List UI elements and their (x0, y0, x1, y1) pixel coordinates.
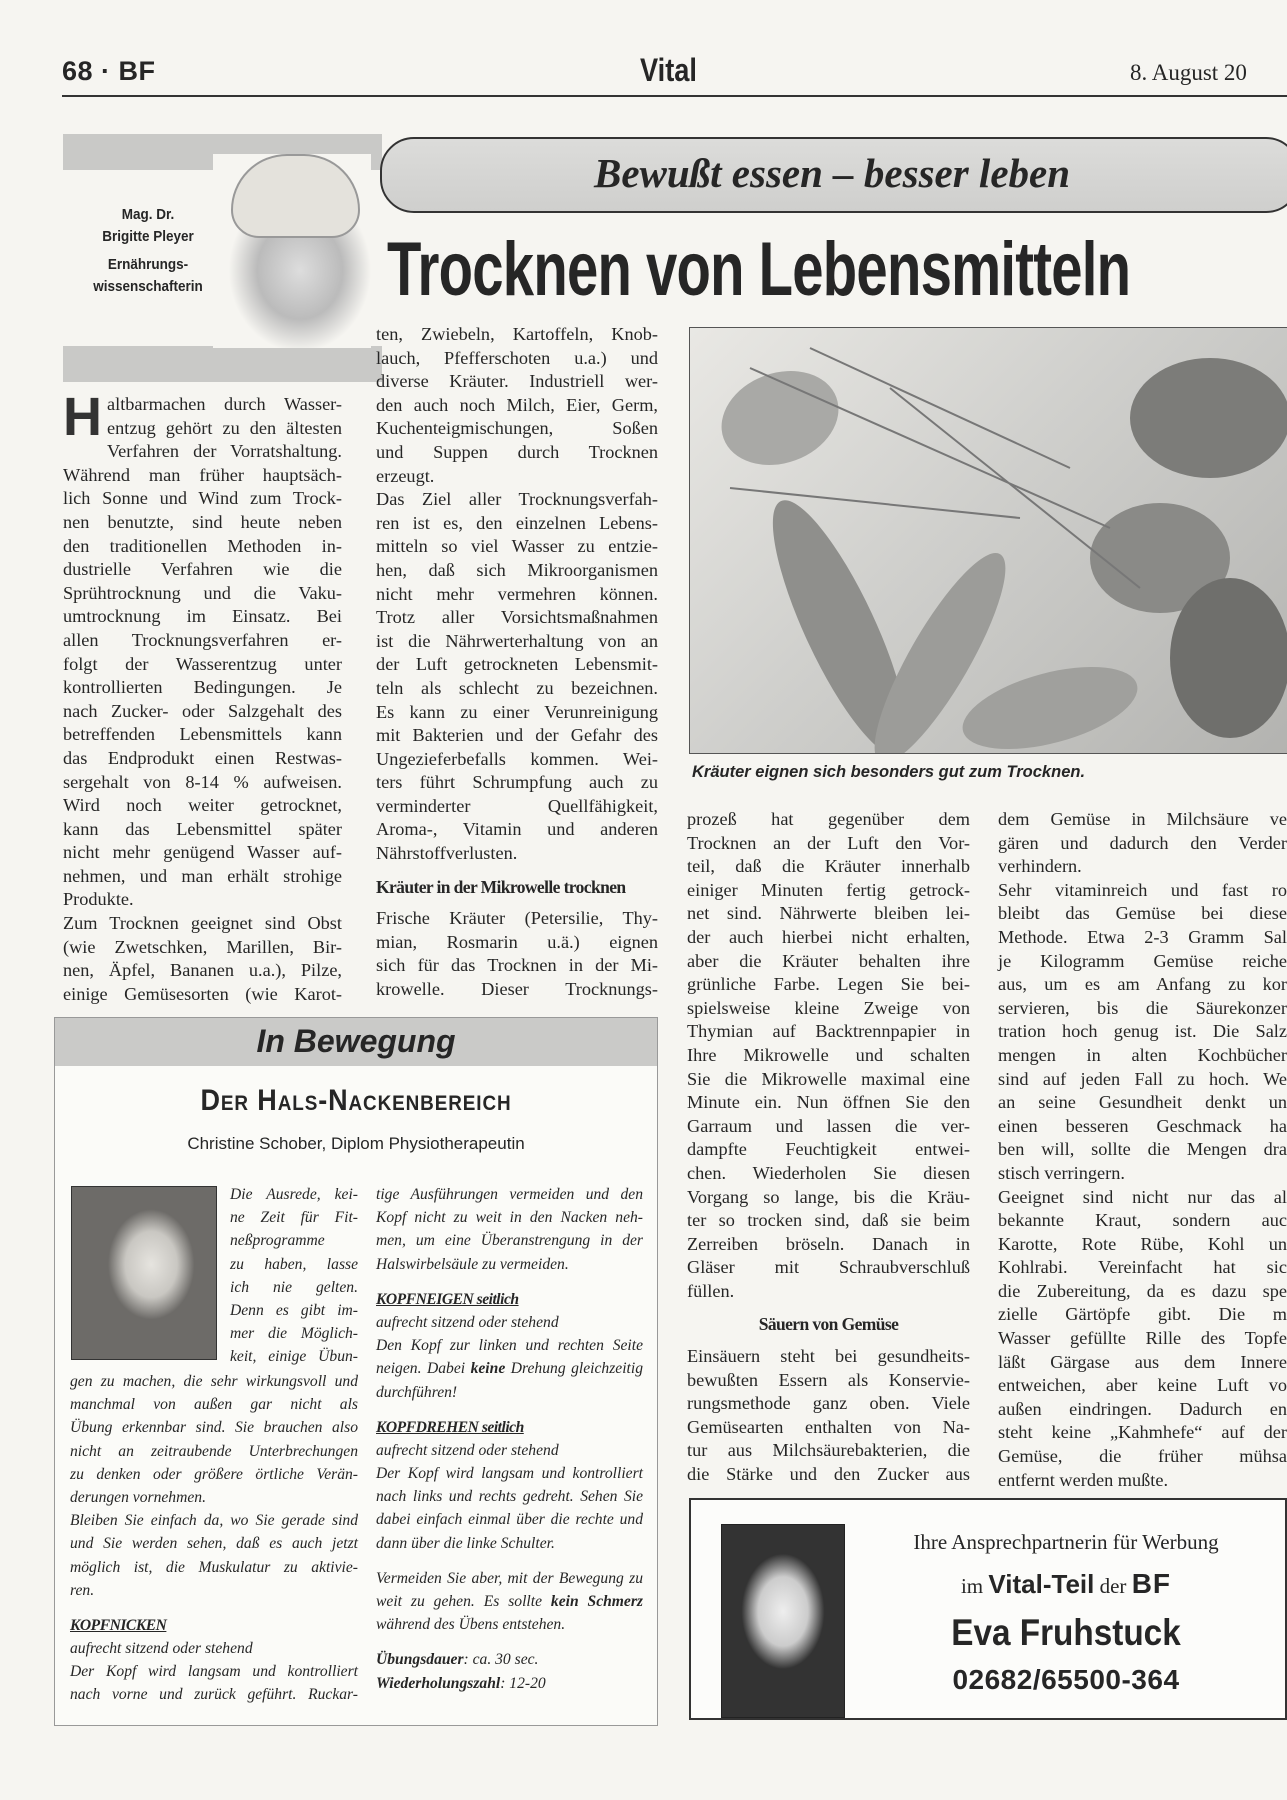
page-number-masthead: 68 · BF (62, 56, 156, 86)
text-line: Frische Kräuter (Petersilie, Thy- (376, 908, 658, 929)
author-role-1: Ernährungs- (107, 256, 189, 273)
text-line: folgt der Wasserentzug unter (63, 653, 342, 674)
emphasis-text: kein Schmerz (550, 1593, 643, 1610)
article-column-1 (63, 387, 342, 1006)
text-line: zu denken oder größere örtliche Verän- (70, 1465, 358, 1483)
text-line: Nährstoffverlusten. (376, 843, 518, 864)
text-line: erzeugt. (376, 465, 435, 486)
spacer (70, 1602, 358, 1614)
text-line: nicht an zeitraubende Unterbrechungen (70, 1442, 358, 1460)
text-line: kontrollierten Bedingungen. Je (63, 677, 342, 698)
text-line: nicht mehr vermehren können. (376, 583, 658, 604)
text-line: der Luft getrockneten Lebensmit- (376, 654, 658, 675)
text-line: Vermeiden Sie aber, mit der Bewegung zu (376, 1569, 643, 1587)
in-bewegung-kicker: In Bewegung (256, 1023, 456, 1059)
text-line (376, 1648, 643, 1671)
physiotherapist-photo (71, 1186, 217, 1360)
text-line: entfernt werden mußte. (998, 1469, 1169, 1490)
text-line: möglich ist, die Muskulatur zu aktivie- (70, 1558, 358, 1576)
text-line (376, 1357, 643, 1380)
text-line: Karotte, Rote Rübe, Kohl un (998, 1233, 1287, 1254)
section-title: Vital (640, 52, 697, 88)
text-line: nach vorne und zurück geführt. Ruckar- (70, 1686, 358, 1704)
text-line: Gläser mit Schraubverschluß (687, 1257, 970, 1278)
text-line: Sie die Mikrowelle maximal eine (687, 1068, 970, 1089)
text-line: sich für das Trocknen in der Mi- (376, 955, 658, 976)
exercise-heading: KOPFNICKEN (70, 1616, 167, 1634)
text-line: zu haben, lasse (230, 1255, 358, 1273)
photo-caption: Kräuter eignen sich besonders gut zum Trocknen. (692, 763, 1086, 781)
text-line: mer die Möglich- (230, 1325, 358, 1343)
text-line: aus, um es am Anfang zu kor (998, 974, 1287, 995)
text-line: ren. (70, 1581, 95, 1599)
text-line: lich Sonne und Wind zum Trock- (63, 488, 342, 509)
spacer (376, 1404, 643, 1416)
text-line: (wie Zwetschken, Marillen, Bir- (63, 936, 342, 957)
text-line: das Endprodukt einen Restwas- (63, 747, 342, 768)
text-line: servieren, bis die Säurekonzer (998, 997, 1287, 1018)
text-line: spielsweise kleine Zweige von (687, 997, 970, 1018)
text-line: Sprühtrocknung und die Vaku- (63, 582, 342, 603)
text-line: verminderter Quellfähigkeit, (376, 795, 658, 816)
text-line: kann das Lebensmittel später (63, 818, 342, 839)
text-line: betreffenden Lebensmittels kann (63, 724, 342, 745)
author-name: Brigitte Pleyer (102, 228, 194, 245)
text-line: mit Bakterien und der Gefahr des (376, 725, 658, 746)
text-line: mengen in alten Kochbücher (998, 1044, 1287, 1065)
text-line: Einsäuern steht bei gesundheits- (687, 1346, 970, 1367)
text-line: neßprogramme (230, 1232, 325, 1250)
text-line: nehmen, und man erhält strohige (63, 865, 342, 886)
text-line: ten, Zwiebeln, Kartoffeln, Knob- (376, 324, 658, 344)
text-line: nach Zucker- oder Salzgehalt des (63, 700, 342, 721)
text-line: Trotz aller Vorsichtsmaßnahmen (376, 607, 658, 628)
text-line: durchführen! (376, 1383, 458, 1401)
author-role-2: wissenschafterin (93, 278, 203, 295)
text-line: mian, Rosmarin u.ä.) eignen (376, 931, 658, 952)
author-band-bottom (63, 346, 382, 382)
text-segment: weit zu gehen. Es sollte (376, 1593, 551, 1610)
text-line: Kuchenteigmischungen, Soßen (376, 418, 658, 439)
text-line: an seine Gesundheit denkt un (998, 1092, 1287, 1113)
text-line: Methode. Etwa 2-3 Gramm Sal (998, 926, 1287, 947)
text-line: bewußten Essern als Konservie- (687, 1369, 970, 1390)
text-line: entweichen, aber keine Luft vo (998, 1375, 1287, 1396)
series-banner-text: Bewußt essen – besser leben (593, 150, 1071, 196)
text-line: Geeignet sind nicht nur das al (998, 1186, 1287, 1207)
in-bewegung-byline: Christine Schober, Diplom Physiotherapeutin (187, 1134, 525, 1153)
author-title: Mag. Dr. (121, 206, 175, 223)
text-line: nicht mehr genügend Wasser auf- (63, 842, 342, 863)
text-line: Gemüse, die früher mühsa (998, 1446, 1287, 1467)
text-line: während des Übens entstehen. (376, 1616, 566, 1634)
ad-bf-logo: BF (1131, 1568, 1172, 1599)
text-line: Der Kopf wird langsam und kontrolliert (70, 1663, 358, 1681)
ad-im: im (960, 1574, 984, 1598)
article-headline: Trocknen von Lebensmitteln (387, 227, 1131, 312)
text-line: den auch noch Milch, Eier, Germ, (376, 394, 658, 415)
emphasis-text: keine (470, 1360, 506, 1378)
text-line: ters führt Schrumpfung auch zu (376, 772, 658, 793)
text-line: Sehr vitaminreich und fast ro (998, 879, 1287, 900)
author-photo-hair (231, 154, 360, 238)
text-line: je Kilogramm Gemüse reiche (998, 950, 1287, 971)
text-line: grünliche Farbe. Legen Sie bei- (687, 974, 970, 995)
bewegung-column-left (70, 1370, 358, 1707)
text-line: diverse Kräuter. Industriell wer- (376, 371, 658, 392)
spacer (376, 1276, 643, 1288)
spacer (376, 1555, 643, 1567)
text-line: Ungezieferbefalls kommen. Wei- (376, 748, 658, 769)
text-line: der auch hierbei nicht erhalten, (687, 926, 970, 947)
text-line: dustrielle Verfahren wie die (63, 559, 342, 580)
text-line: Das Ziel aller Trocknungsverfah- (376, 489, 658, 510)
text-line: sergehalt von 8-14 % aufweisen. (63, 771, 342, 792)
article-column-2 (376, 323, 658, 1002)
emphasis-text: Übungsdauer (376, 1651, 464, 1669)
author-credits (72, 204, 225, 298)
text-line: Trocknen an der Luft den Vor- (687, 832, 970, 853)
text-line: Vorgang so lange, bis die Kräu- (687, 1186, 970, 1207)
text-line: aber die Kräuter behalten ihre (687, 950, 970, 971)
text-line: ter so trocken sind, daß sie beim (687, 1210, 970, 1231)
text-line: lauch, Pfefferschoten u.a.) und (376, 347, 658, 368)
text-line: dabei einfach einmal über die rechte und (376, 1511, 643, 1529)
text-line: steht keine „Kahmhefe“ auf der (998, 1422, 1287, 1443)
text-line: mitteln so viel Wasser zu entzie- (376, 536, 658, 557)
text-line: Während man früher hauptsäch- (63, 464, 342, 485)
text-line: dem Gemüse in Milchsäure ve (998, 809, 1287, 829)
text-line: außen eindringen. Dadurch en (998, 1398, 1287, 1419)
spacer (376, 1636, 643, 1648)
drop-cap: H (63, 387, 102, 447)
article-column-4-clip (990, 790, 1287, 1490)
text-line: allen Trocknungsverfahren er- (63, 629, 342, 650)
text-line: die Zubereitung, da es dazu spe (998, 1280, 1287, 1301)
text-line: einige Gemüsesorten (wie Karot- (63, 983, 342, 1004)
text-line: Denn es gibt im- (230, 1301, 358, 1319)
in-bewegung-title: Der Hals-Nackenbereich (200, 1084, 512, 1117)
in-bewegung-band (55, 1018, 657, 1066)
text-line: teil, daß die Kräuter innerhalb (687, 856, 970, 877)
text-line: einiger Minuten fertig getrock- (687, 879, 970, 900)
exercise-heading: KOPFNEIGEN seitlich (376, 1290, 519, 1308)
text-line: ne Zeit für Fit- (230, 1209, 358, 1227)
text-line: Halswirbelsäule zu vermeiden. (376, 1255, 569, 1273)
text-line: chen. Wiederholen Sie diesen (687, 1162, 970, 1183)
text-line: Zum Trocknen geeignet sind Obst (63, 913, 342, 934)
text-line: gen zu machen, die sehr wirkungsvoll und (70, 1373, 358, 1390)
text-line: dampfte Feuchtigkeit entwei- (687, 1139, 970, 1160)
subheading: Säuern von Gemüse (758, 1314, 899, 1335)
text-line: verhindern. (998, 856, 1082, 877)
text-line: keit, einige Übun- (230, 1348, 358, 1366)
text-line: Bleiben Sie einfach da, wo Sie gerade sind (70, 1512, 358, 1530)
text-line: Verfahren der Vorratshaltung. (107, 441, 342, 462)
text-line: nach links und rechts gedreht. Sehen Sie (376, 1488, 643, 1506)
text-line: stisch verringern. (998, 1162, 1125, 1183)
text-line: nen, Äpfel, Bananen u.a.), Pilze, (63, 960, 342, 981)
text-line: ist die Nährwerterhaltung von an (376, 630, 658, 651)
text-line: die Stärke und den Zucker aus (687, 1464, 970, 1485)
text-line: nen benutzte, sind heute neben (63, 511, 342, 532)
text-line: rungsmethode ganz oben. Viele (687, 1393, 970, 1414)
text-line: krowelle. Dieser Trocknungs- (376, 979, 658, 1000)
text-line: Produkte. (63, 889, 134, 910)
text-line: Wird noch weiter getrocknet, (63, 795, 342, 816)
text-line: entzug gehört zu den ältesten (107, 417, 342, 438)
text-line: manchmal von außen gar nicht als (70, 1396, 358, 1414)
emphasis-text: Wiederholungszahl (376, 1674, 501, 1692)
text-line: Aroma-, Vitamin und anderen (376, 819, 658, 840)
bewegung-intro-narrow (230, 1183, 358, 1369)
text-segment: Drehung gleichzeitig (505, 1360, 644, 1378)
text-line: tration hoch genug ist. Die Salz (998, 1021, 1287, 1042)
text-line: Zerreiben bröseln. Danach in (687, 1233, 970, 1254)
text-line: aufrecht sitzend oder stehend (376, 1313, 559, 1331)
text-line: ren ist es, den einzelnen Lebens- (376, 512, 658, 533)
text-line: sind auf jeden Fall zu hoch. We (998, 1068, 1287, 1089)
bewegung-column-right (376, 1183, 643, 1695)
text-line: Gemüsearten enthalten von Na- (687, 1416, 970, 1437)
text-line: altbarmachen durch Wasser- (107, 394, 342, 414)
text-line: füllen. (687, 1280, 735, 1301)
contact-phone: 02682/65500-364 (952, 1664, 1180, 1695)
text-line: tur aus Milchsäurebakterien, die (687, 1440, 970, 1461)
herbs-illustration (690, 328, 1287, 753)
text-line: net sind. Nährwerte bleiben lei- (687, 903, 970, 924)
text-line: Thymian auf Backtrennpapier in (687, 1021, 970, 1042)
text-line: prozeß hat gegenüber dem (687, 809, 970, 829)
text-line: teln als schlecht zu bezeichnen. (376, 677, 658, 698)
ad-der: der (1099, 1574, 1127, 1598)
text-line: und Sie werden sehen, daß es auch jetzt (70, 1535, 358, 1553)
text-line: einen besseren Geschmack ha (998, 1115, 1287, 1136)
text-line: Ihre Mikrowelle und schalten (687, 1044, 970, 1065)
text-line: bekannte Kraut, sondern auc (998, 1210, 1287, 1231)
subheading: Kräuter in der Mikrowelle trocknen (376, 876, 626, 897)
text-line: derungen vornehmen. (70, 1488, 206, 1506)
text-segment: : 12-20 (500, 1674, 546, 1692)
text-line: den traditionellen Methoden in- (63, 535, 342, 556)
text-line (376, 1590, 643, 1613)
text-line: Wasser gefüllte Rille des Topfe (998, 1328, 1287, 1349)
ad-vital-teil: Vital-Teil (988, 1569, 1095, 1599)
text-segment: : ca. 30 sec. (463, 1651, 539, 1669)
text-line: Den Kopf zur linken und rechten Seite (376, 1337, 643, 1355)
ad-section-line (861, 1568, 1271, 1600)
contact-photo (721, 1524, 845, 1718)
text-line: men, um eine Überanstrengung in der (376, 1232, 643, 1250)
text-line: Es kann zu einer Verunreinigung (376, 701, 658, 722)
herbs-photo (689, 327, 1287, 754)
text-line (376, 1672, 643, 1695)
text-line: ben will, sollte die Mengen dra (998, 1139, 1287, 1160)
text-line: ich nie gelten. (230, 1278, 358, 1296)
author-photo (213, 154, 371, 348)
text-line: und Suppen durch Trocknen (376, 441, 658, 462)
text-line: Übung erkennbar sind. Sie brauchen also (70, 1419, 358, 1437)
text-line: Garraum und lassen die ver- (687, 1115, 970, 1136)
text-line: aufrecht sitzend oder stehend (70, 1640, 253, 1658)
text-line: tige Ausführungen vermeiden und den (376, 1186, 643, 1203)
text-line: läßt Gärgase aus dem Innere (998, 1351, 1287, 1372)
text-line: bleibt das Gemüse bei diese (998, 903, 1287, 924)
text-line: Minute ein. Nun öffnen Sie den (687, 1092, 970, 1113)
author-box (63, 134, 382, 382)
series-banner (380, 137, 1287, 213)
text-line: Die Ausrede, kei- (230, 1186, 358, 1203)
text-line: dann über die linke Schulter. (376, 1534, 555, 1552)
issue-date: 8. August 20 (1130, 60, 1247, 85)
text-line: gären und dadurch den Verder (998, 832, 1287, 853)
text-line: Der Kopf wird langsam und kontrolliert (376, 1465, 643, 1483)
ad-intro: Ihre Ansprechpartnerin für Werbung (913, 1530, 1219, 1554)
text-line: aufrecht sitzend oder stehend (376, 1441, 559, 1459)
advertising-contact-box (689, 1498, 1287, 1720)
text-line: zielle Gärtöpfe gibt. Die m (998, 1304, 1287, 1325)
text-line: umtrocknung im Einsatz. Bei (63, 606, 342, 627)
text-segment: neigen. Dabei (376, 1360, 471, 1378)
article-column-4 (998, 808, 1287, 1490)
text-line: Kohlrabi. Vereinfacht hat sic (998, 1257, 1287, 1278)
text-line: hen, daß sich Mikroorganismen (376, 559, 658, 580)
article-column-3 (687, 808, 970, 1487)
contact-name: Eva Fruhstuck (951, 1612, 1181, 1653)
text-line: Kopf nicht zu weit in den Nacken neh- (376, 1209, 643, 1227)
header-rule (62, 95, 1287, 97)
exercise-heading: KOPFDREHEN seitlich (376, 1418, 524, 1436)
